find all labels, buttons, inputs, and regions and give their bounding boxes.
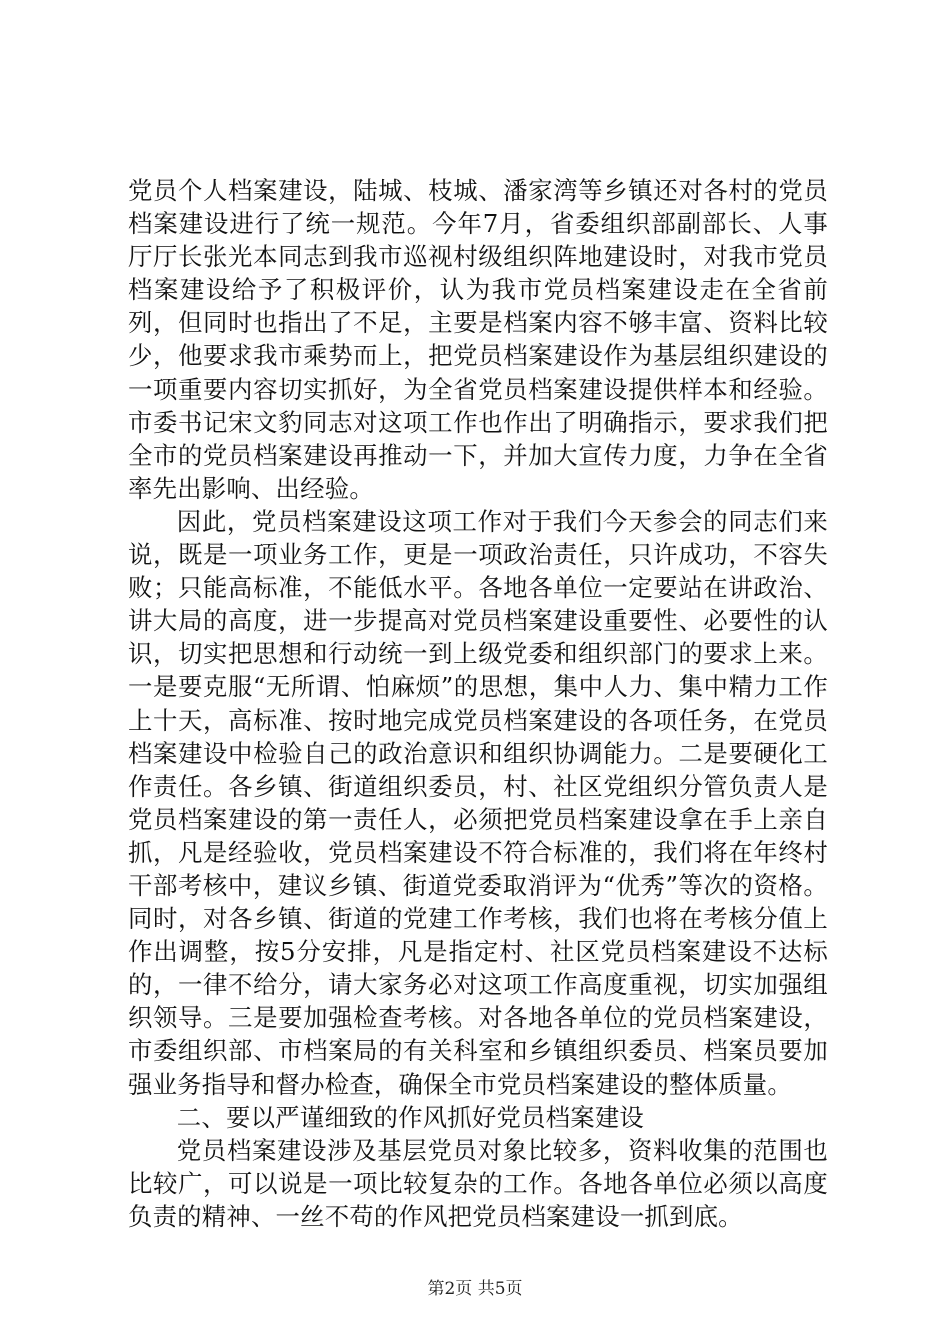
section-heading: 二、要以严谨细致的作风抓好党员档案建设 <box>176 1102 645 1132</box>
page-number-footer: 第2页 共5页 <box>427 1279 523 1299</box>
paragraph: 党员档案建设涉及基层党员对象比较多，资料收集的范围也比较广，可以说是一项比较复杂的工作。各地各单位必须以高度负责的精神、一丝不苟的作风把党员档案建设一抓到底。 <box>128 1135 828 1231</box>
document-body <box>128 174 828 1233</box>
paragraph: 因此，党员档案建设这项工作对于我们今天参会的同志们来说，既是一项业务工作，更是一项政治责任，只许成功，不容失败；只能高标准，不能低水平。各地各单位一定要站在讲政治、讲大局的高度，进一步提高对党员档案建设重要性、必要性的认识，切实把思想和行动统一到上级党委和组织部门的要求上来。一是要克服“无所谓、怕麻烦”的思想，集中人力、集中精力工作上十天，高标准、按时地完成党员档案建设的各项任务，在党员档案建设中检验自己的政治意识和组织协调能力。二是要硬化工作责任。各乡镇、街道组织委员，村、社区党组织分管负责人是党员档案建设的第一责任人，必须把党员档案建设拿在手上亲自抓，凡是经验收，党员档案建设不符合标准的，我们将在年终村干部考核中，建议乡镇、街道党委取消评为“优秀”等次的资格。同时，对各乡镇、街道的党建工作考核，我们也将在考核分值上作出调整，按5分安排，凡是指定村、社区党员档案建设不达标的，一律不给分，请大家务必对这项工作高度重视，切实加强组织领导。三是要加强检查考核。对各地各单位的党员档案建设，市委组织部、市档案局的有关科室和乡镇组织委员、档案员要加强业务指导和督办检查，确保全市党员档案建设的整体质量。 <box>128 506 828 1099</box>
paragraph: 党员个人档案建设，陆城、枝城、潘家湾等乡镇还对各村的党员档案建设进行了统一规范。今年7月，省委组织部副部长、人事厅厅长张光本同志到我市巡视村级组织阵地建设时，对我市党员档案建设给予了积极评价，认为我市党员档案建设走在全省前列，但同时也指出了不足，主要是档案内容不够丰富、资料比较少，他要求我市乘势而上，把党员档案建设作为基层组织建设的一项重要内容切实抓好，为全省党员档案建设提供样本和经验。市委书记宋文豹同志对这项工作也作出了明确指示，要求我们把全市的党员档案建设再推动一下，并加大宣传力度，力争在全省率先出影响、出经验。 <box>128 176 828 503</box>
